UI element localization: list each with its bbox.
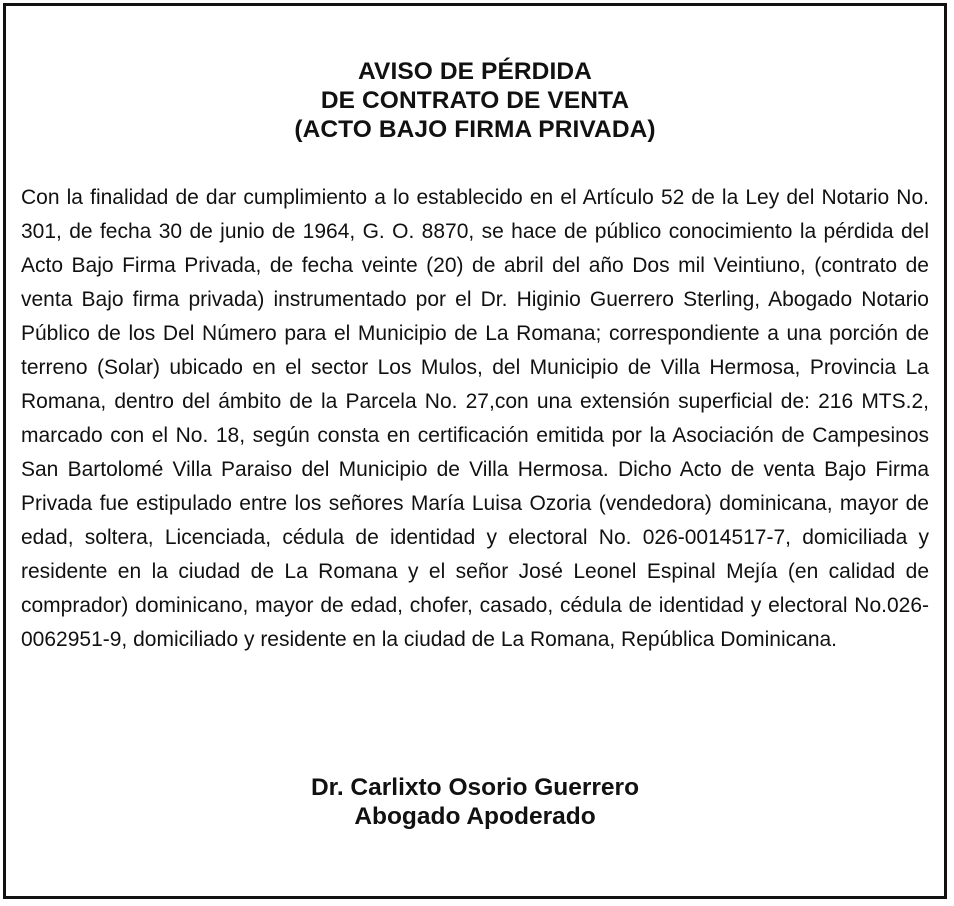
- signature-name: Dr. Carlixto Osorio Guerrero: [310, 774, 640, 801]
- notice-frame: [3, 3, 947, 899]
- signature-block: [6, 773, 944, 831]
- notice-title: [6, 57, 944, 144]
- signature-role: Abogado Apoderado: [354, 803, 596, 830]
- title-line-2: DE CONTRATO DE VENTA: [320, 87, 630, 114]
- title-line-1: AVISO DE PÉRDIDA: [358, 58, 592, 85]
- title-line-3: (ACTO BAJO FIRMA PRIVADA): [294, 116, 656, 143]
- notice-body: Con la finalidad de dar cumplimiento a lo establecido en el Artículo 52 de la Ley del Notario No. 301, de fecha 30 de junio de 1964, G. O. 8870, se hace de público conocimiento la pérdida del Acto Bajo Firma Privada, de fecha veinte (20) de abril del año Dos mil Veintiuno, (contrato de venta Bajo firma privada) instrumentado por el Dr. Higinio Guerrero Sterling, Abogado Notario Público de los Del Número para el Municipio de La Romana; correspondiente a una porción de terreno (Solar) ubicado en el sector Los Mulos, del Municipio de Villa Hermosa, Provincia La Romana, dentro del ámbito de la Parcela No. 27,con una extensión superficial de: 216 MTS.2, marcado con el No. 18, según consta en certificación emitida por la Asociación de Campesinos San Bartolomé Villa Paraiso del Municipio de Villa Hermosa. Dicho Acto de venta Bajo Firma Privada fue estipulado entre los señores María Luisa Ozoria (vendedora) dominicana, mayor de edad, soltera, Licenciada, cédula de identidad y electoral No. 026-0014517-7, domiciliada y residente en la ciudad de La Romana y el señor José Leonel Espinal Mejía (en calidad de comprador) dominicano, mayor de edad, chofer, casado, cédula de identidad y electoral No.026-0062951-9, domiciliado y residente en la ciudad de La Romana, República Dominicana.: [21, 186, 929, 651]
